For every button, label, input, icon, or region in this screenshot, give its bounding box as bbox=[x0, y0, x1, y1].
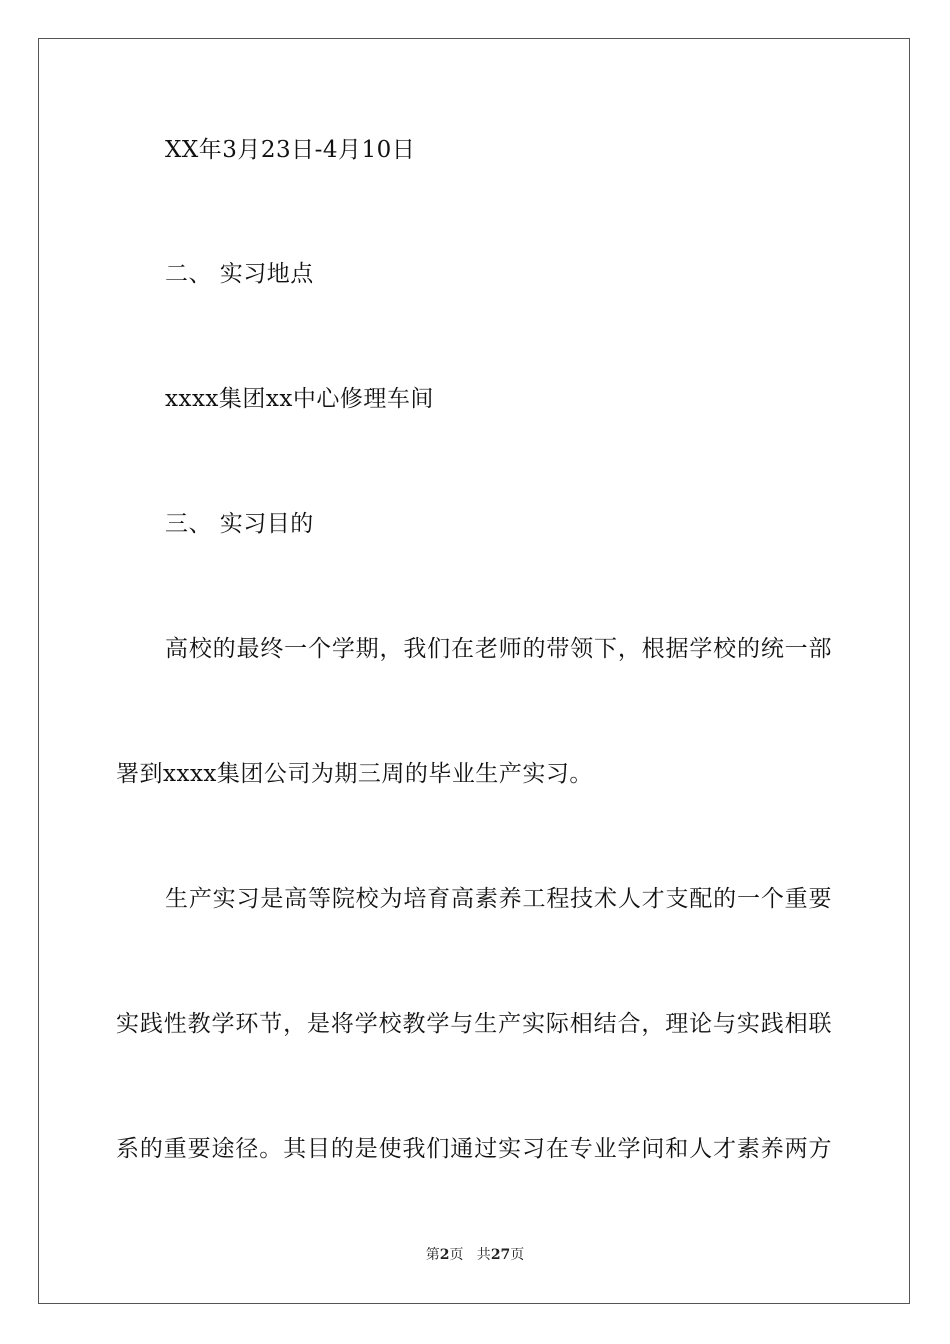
page-frame bbox=[38, 38, 910, 1304]
footer-page-current: 2 bbox=[439, 1247, 450, 1263]
paragraph-2-line-3: 系的重要途径。其目的是使我们通过实习在专业学问和人才素养两方 bbox=[116, 1136, 832, 1162]
footer-page-prefix: 第 bbox=[425, 1247, 440, 1263]
paragraph-2-line-2: 实践性教学环节，是将学校教学与生产实际相结合，理论与实践相联 bbox=[116, 1011, 832, 1037]
footer-page-suffix: 页 bbox=[510, 1247, 525, 1263]
location-line: xxxx集团xx中心修理车间 bbox=[165, 386, 434, 412]
section-heading-location: 二、 实习地点 bbox=[165, 261, 314, 287]
footer-page-mid: 页 共 bbox=[449, 1247, 491, 1263]
section-heading-purpose: 三、 实习目的 bbox=[165, 511, 314, 537]
date-range-line: XX年3月23日-4月10日 bbox=[165, 137, 416, 163]
paragraph-1-line-2: 署到xxxx集团公司为期三周的毕业生产实习。 bbox=[116, 761, 593, 787]
page-footer bbox=[0, 1246, 950, 1264]
paragraph-1-line-1: 高校的最终一个学期，我们在老师的带领下，根据学校的统一部 bbox=[165, 636, 832, 662]
footer-page-total: 27 bbox=[490, 1247, 511, 1263]
paragraph-2-line-1: 生产实习是高等院校为培育高素养工程技术人才支配的一个重要 bbox=[165, 886, 832, 912]
